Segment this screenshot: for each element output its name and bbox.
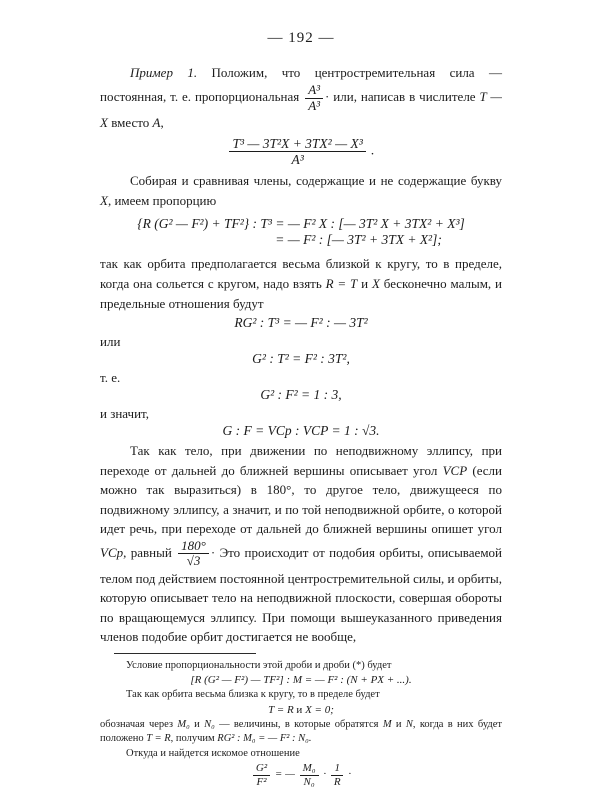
fraction-denominator: F² [256,775,267,788]
math-run: R = T [325,276,358,292]
math-run: N [405,718,413,730]
fraction-denominator: R [333,775,341,788]
math-run: T = R [268,703,294,716]
text-run: , когда в них будет положено [100,718,502,745]
paragraph-ellipse-motion [100,441,502,647]
text-run: обозначая через [100,718,178,730]
formula-cube-expansion [100,136,502,167]
text-run: бесконечно малым, и предельные отношения будут [100,276,502,312]
text-run: , имеем пропорцию [107,193,217,209]
footnote-orbit-near-circle: Так как орбита весьма близка к кругу, то в пределе будет [126,689,380,701]
text-run: (если можно так выразиться) в 180°, то другое тело, движущееся по подвижному эллипсу, а значит, и по той неподвижной орбите, о которой идет речь, при переходе от дальней до ближней вершины опишет угол [100,462,503,537]
ratio-derivation-block [100,315,502,439]
footnote-denoting [100,718,502,747]
math-run: M₀ [177,718,190,730]
paragraph-collecting-terms [100,171,502,211]
fraction [253,762,270,787]
math-run: RG² : M₀ = — F² : N₀. [217,733,312,745]
formula-proportion-line2: = — F² : [— 3T² + 3TX + X²]; [275,232,442,248]
label-hence: и значит, [100,406,149,422]
fraction [178,539,209,569]
fraction-numerator: T³ — 3T²X + 3TX² — X³ [229,136,365,152]
label-ie: т. е. [100,370,121,386]
text-run: — величины, в которые обратятся [214,718,383,730]
text-run: , [160,115,164,131]
fraction-numerator: 1 [331,762,343,775]
math-run: = — [272,768,298,781]
paragraph-orbit-limit [100,254,502,314]
formula-g2-f2: G² : F² = 1 : 3, [260,387,342,403]
text-run: и [189,718,205,730]
footnote [100,653,502,788]
math-run: VCp [100,544,124,560]
text-run: и [357,276,372,292]
footnote-formula-limit [100,704,502,716]
fraction-denominator: A³ [291,152,304,168]
fraction-numerator: 180° [178,539,209,555]
math-run: X [371,276,380,292]
text-run: Так как тело, при движении по неподвижному эллипсу, при переходе от дальней до ближней вершины описывает угол [100,443,502,478]
fraction-denominator: √3 [186,553,201,569]
text-run: · Это происходит от подобия орбиты, описываемой телом под действием постоянной центростремительной силы, и орбиты, которую описывает тело на неподвижной плоскости, совершая обороты по вращающемуся эллипсу. При помощи вышеуказанного приведения членов подобие орбит достигается не вообще, [100,544,502,645]
text-run: , равный [123,544,177,560]
text-run: и [391,718,406,730]
fraction-denominator: N₀ [303,775,315,788]
math-run: . [367,142,375,158]
text-run: и [293,703,306,716]
math-run: X = 0; [305,703,334,716]
formula-gf-sqrt3: G : F = VCp : VCP = 1 : √3. [222,423,380,439]
fraction [229,136,365,167]
footnote-whence: Откуда и найдется искомое отношение [126,747,300,759]
formula-proportion-line1: {R (G² — F²) + TF²} : T³ = — F² X : [— 3T² X + 3TX² + X³] [137,216,465,232]
footnote-formula-proportion: [R (G² — F²) — TF²] : M = — F² : (N + PX + ...). [190,674,412,687]
math-run: T — X [100,89,502,131]
fraction [300,762,319,787]
label-or: или [100,334,121,350]
formula-proportion [100,216,502,248]
text-run: Собирая и сравнивая члены, содержащие и не содержащие букву [130,173,502,189]
fraction [305,83,323,113]
math-run: VCP [442,462,468,478]
math-run: M [382,718,392,730]
math-run: A [152,115,161,131]
fraction-numerator: A³ [305,83,323,99]
fraction-denominator: A³ [308,97,321,113]
math-run: N₀ [204,718,215,730]
formula-g2-t2: G² : T² = F² : 3T², [252,351,350,367]
formula-limit-ratio: RG² : T³ = — F² : — 3T² [234,315,368,331]
formula-proportion-lines [137,216,465,248]
paragraph-example-1 [100,63,502,133]
fraction-numerator: G² [253,762,270,775]
math-run: · [345,768,352,781]
math-run: Пример 1. [130,65,198,80]
math-run: T = R [146,733,171,745]
footnote-formula-result [100,762,502,787]
text-run: · или, написав в числителе [325,89,480,105]
fraction [331,762,344,787]
math-run: X [100,193,108,209]
footnote-condition: Условие пропорциональности этой дроби и дроби (*) будет [126,659,392,671]
text-run: , получим [170,733,218,745]
fraction-numerator: M₀ [300,762,319,775]
footnote-rule [114,653,256,654]
text-run: вместо [107,115,153,131]
math-run: · [320,768,329,781]
text-run: так как орбита предполагается весьма близкой к кругу, то в пределе, когда она сольется с кругом, надо взять [100,256,502,292]
text-run: Положим, что центростремительная сила — постоянная, т. е. пропорциональная [100,65,502,105]
page-number: — 192 — [267,30,335,46]
